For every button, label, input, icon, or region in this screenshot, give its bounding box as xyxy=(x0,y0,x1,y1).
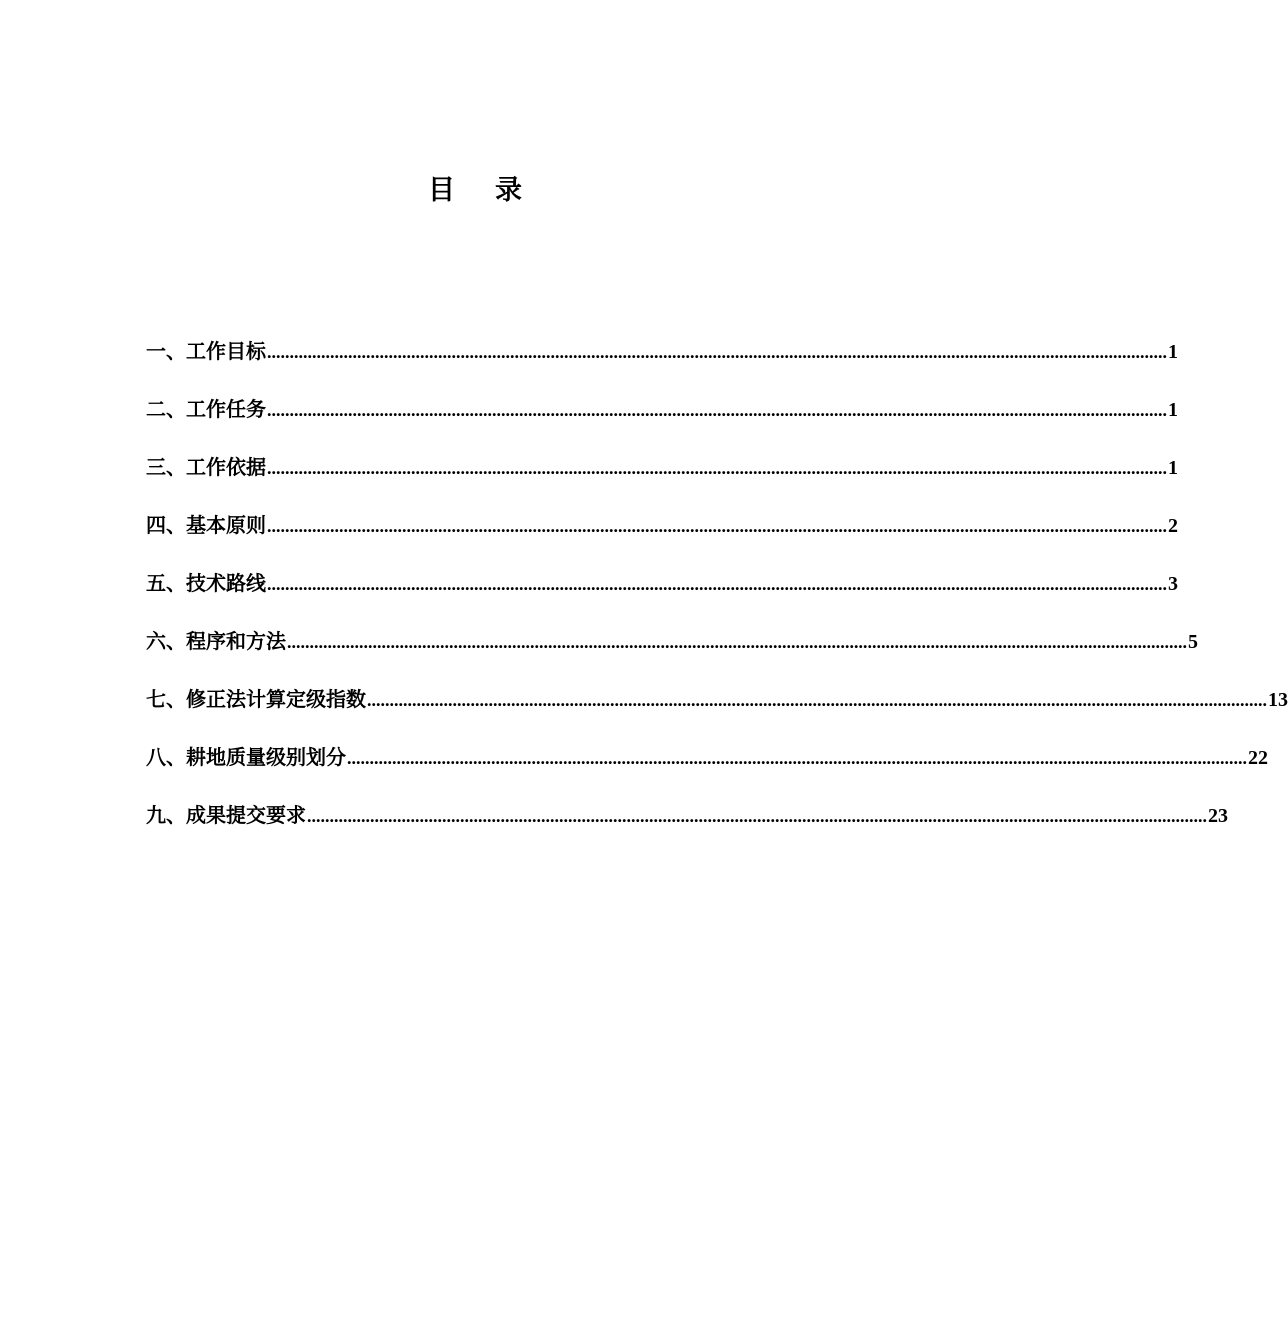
toc-entry-label: 一、工作目标 xyxy=(146,339,266,363)
toc-dot-leader: ........................................................................................................................................................................................................ xyxy=(267,516,1167,536)
toc-entry-page: 22 xyxy=(1248,747,1268,769)
toc-title-char-1: 目 xyxy=(428,175,455,206)
toc-title xyxy=(0,168,950,207)
toc-entry-label: 四、基本原则 xyxy=(146,513,266,537)
toc-dot-leader: ........................................................................................................................................................................................................ xyxy=(367,690,1267,710)
toc-entry-page: 2 xyxy=(1168,515,1178,537)
toc-dot-leader: ........................................................................................................................................................................................................ xyxy=(287,632,1187,652)
toc-entry-page: 23 xyxy=(1208,805,1228,827)
toc-entry-page: 3 xyxy=(1168,573,1178,595)
toc-dot-leader: ........................................................................................................................................................................................................ xyxy=(267,574,1167,594)
toc-dot-leader: ........................................................................................................................................................................................................ xyxy=(307,806,1207,826)
toc-entry[interactable] xyxy=(146,683,1288,741)
toc-entry[interactable] xyxy=(146,625,1198,683)
toc-entry[interactable] xyxy=(146,567,1178,625)
toc-entry-label: 二、工作任务 xyxy=(146,397,266,421)
toc-entry-label: 九、成果提交要求 xyxy=(146,803,306,827)
toc-dot-leader: ........................................................................................................................................................................................................ xyxy=(267,342,1167,362)
toc-entry[interactable] xyxy=(146,451,1178,509)
toc-dot-leader: ........................................................................................................................................................................................................ xyxy=(267,458,1167,478)
toc-list xyxy=(146,335,1288,857)
toc-entry-page: 1 xyxy=(1168,399,1178,421)
toc-entry-page: 1 xyxy=(1168,457,1178,479)
toc-entry[interactable] xyxy=(146,335,1178,393)
toc-dot-leader: ........................................................................................................................................................................................................ xyxy=(267,400,1167,420)
toc-entry-page: 5 xyxy=(1188,631,1198,653)
toc-entry[interactable] xyxy=(146,509,1178,567)
toc-entry-label: 八、耕地质量级别划分 xyxy=(146,745,346,769)
toc-entry-label: 七、修正法计算定级指数 xyxy=(146,687,366,711)
toc-entry[interactable] xyxy=(146,741,1268,799)
toc-entry-label: 五、技术路线 xyxy=(146,571,266,595)
toc-dot-leader: ........................................................................................................................................................................................................ xyxy=(347,748,1247,768)
toc-title-char-2: 录 xyxy=(495,175,522,206)
toc-entry[interactable] xyxy=(146,799,1228,857)
toc-entry-label: 三、工作依据 xyxy=(146,455,266,479)
toc-entry-page: 13 xyxy=(1268,689,1288,711)
toc-entry-label: 六、程序和方法 xyxy=(146,629,286,653)
toc-entry-page: 1 xyxy=(1168,341,1178,363)
toc-entry[interactable] xyxy=(146,393,1178,451)
